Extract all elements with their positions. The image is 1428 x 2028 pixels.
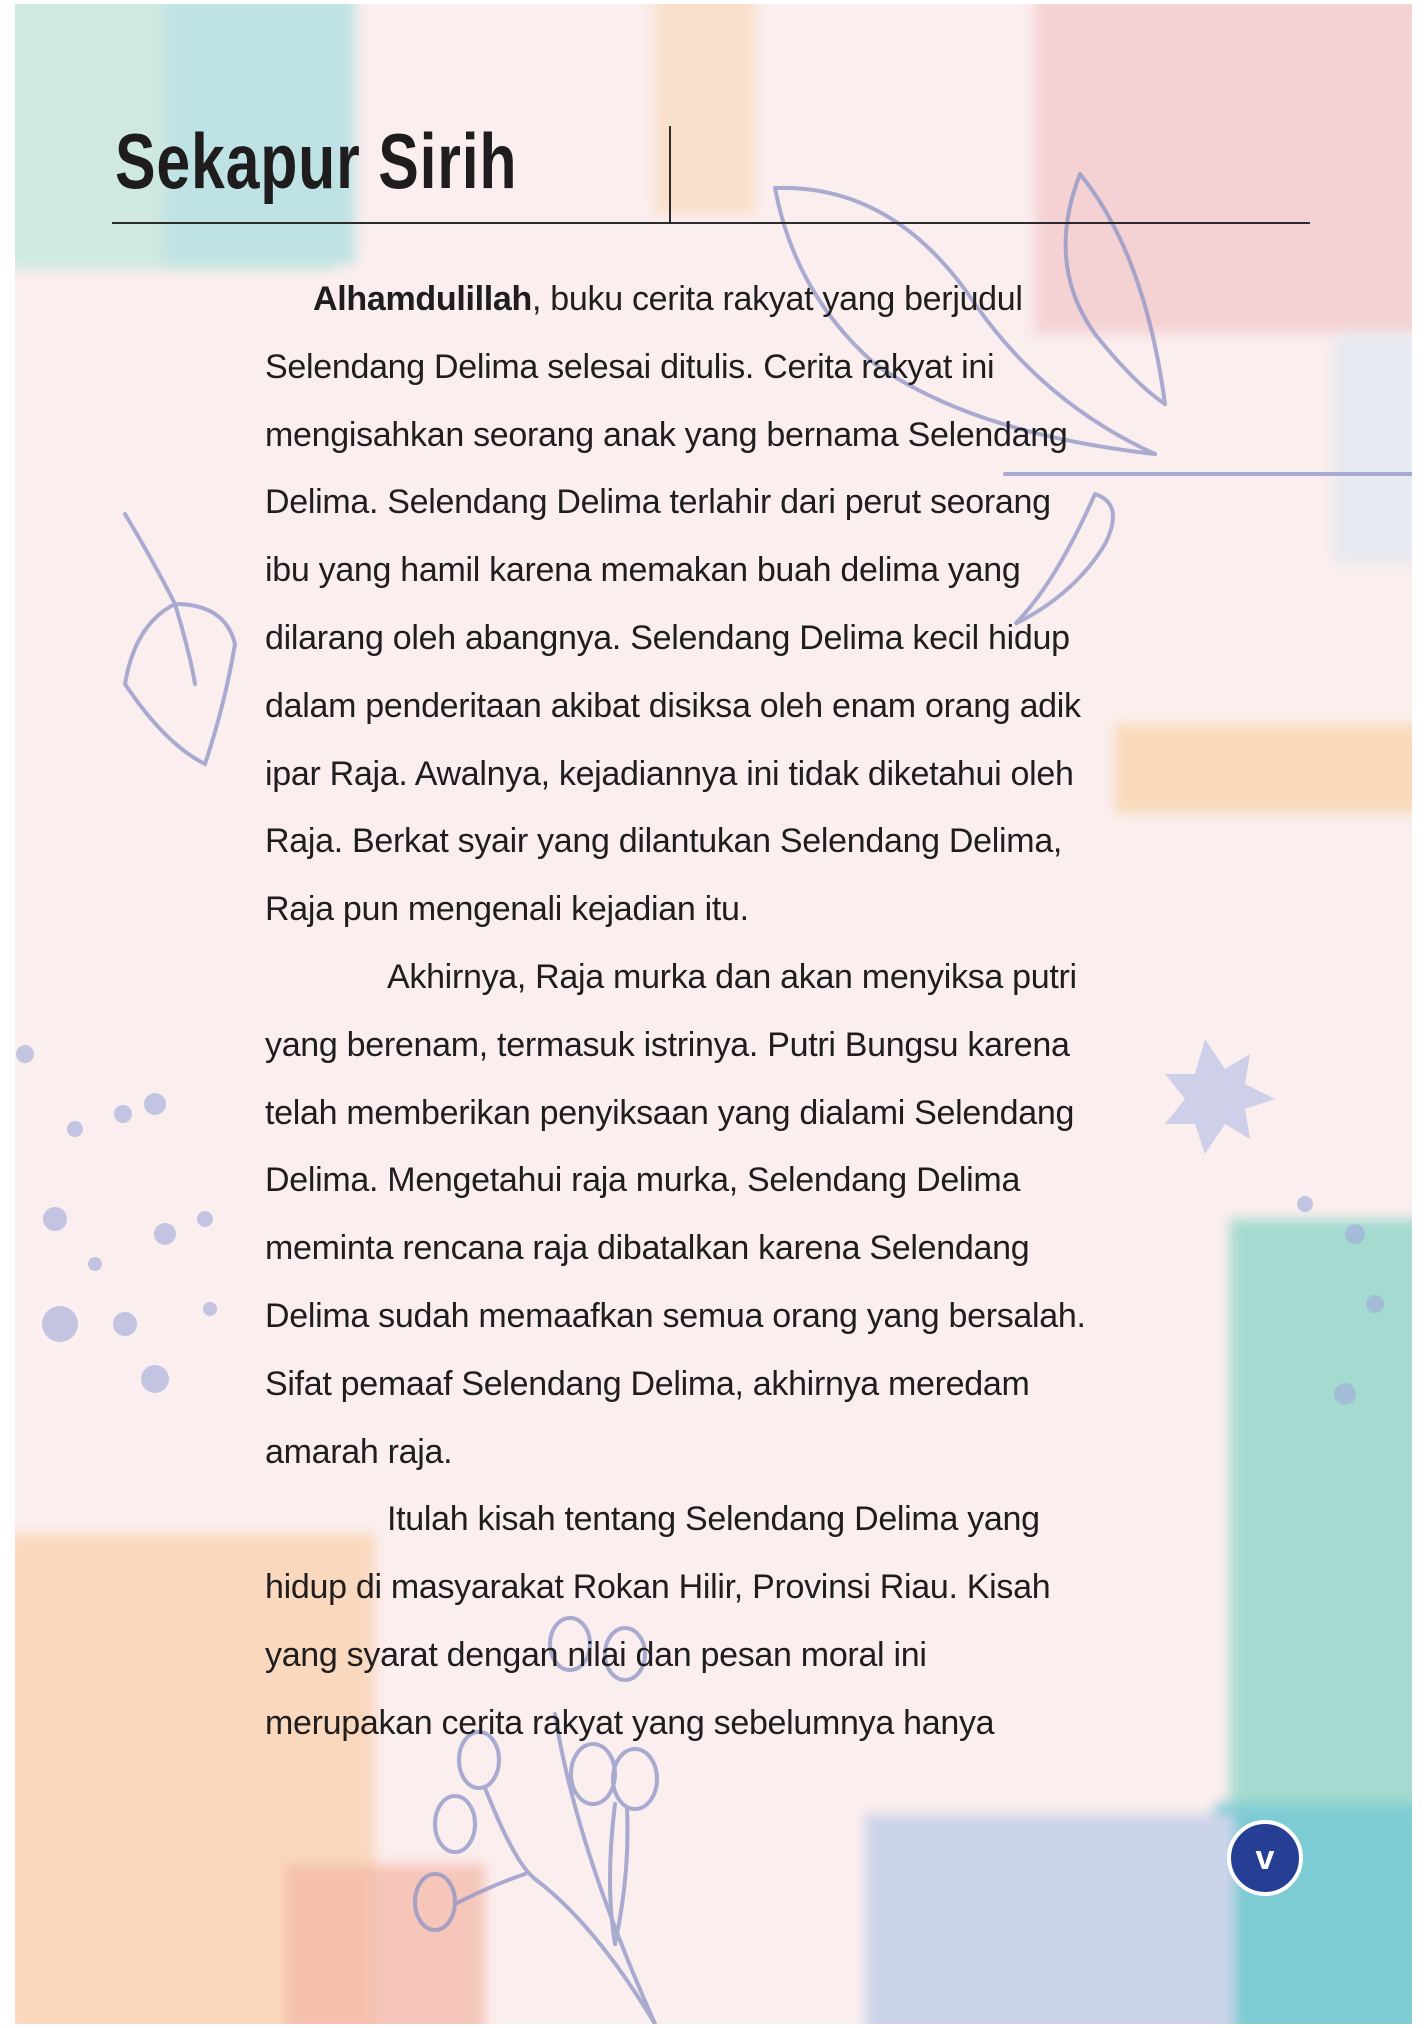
paragraph-2-line: yang berenam, termasuk istrinya. Putri Bungsu karena (265, 1025, 1070, 1064)
paragraph-1-line: ipar Raja. Awalnya, kejadiannya ini tidak diketahui oleh (265, 754, 1074, 793)
paragraph-3-line: merupakan cerita rakyat yang sebelumnya hanya (265, 1703, 995, 1742)
paragraph-2-line: Akhirnya, Raja murka dan akan menyiksa putri (387, 957, 1077, 996)
body-text (265, 266, 1225, 1758)
paragraph-1-line: Raja pun mengenali kejadian itu. (265, 890, 749, 929)
paragraph-1-line: dilarang oleh abangnya. Selendang Delima kecil hidup (265, 618, 1070, 657)
paragraph-1-line: Delima. Selendang Delima terlahir dari perut seorang (265, 483, 1051, 522)
paragraph-1-line: dalam penderitaan akibat disiksa oleh enam orang adik (265, 686, 1081, 725)
paragraph-2-line: amarah raja. (265, 1432, 453, 1471)
book-page (15, 4, 1412, 2024)
paragraph-2-line: meminta rencana raja dibatalkan karena Selendang (265, 1229, 1030, 1268)
paragraph-2-line: Delima. Mengetahui raja murka, Selendang Delima (265, 1161, 1021, 1200)
paragraph-1-line: Raja. Berkat syair yang dilantukan Selendang Delima, (265, 822, 1063, 861)
paragraph-2-line: telah memberikan penyiksaan yang dialami Selendang (265, 1093, 1075, 1132)
paragraph-1-line: mengisahkan seorang anak yang bernama Selendang (265, 415, 1068, 454)
paragraph-3-line: hidup di masyarakat Rokan Hilir, Provinsi Riau. Kisah (265, 1568, 1051, 1607)
title-underline-rule (112, 222, 1310, 224)
paragraph-1-line-1: Alhamdulillah, buku cerita rakyat yang berjudul (313, 280, 1023, 318)
paragraph-3-line: yang syarat dengan nilai dan pesan moral ini (265, 1635, 927, 1674)
paragraph-3-line: Itulah kisah tentang Selendang Delima yang (387, 1500, 1040, 1539)
paragraph-1-line: Selendang Delima selesai ditulis. Cerita rakyat ini (265, 347, 995, 386)
title-vertical-divider (669, 126, 671, 222)
page-title: Sekapur Sirih (115, 117, 518, 205)
paragraph-1-line: ibu yang hamil karena memakan buah delima yang (265, 551, 1021, 590)
paragraph-2-line: Delima sudah memaafkan semua orang yang bersalah. (265, 1296, 1086, 1335)
page-number-badge: v (1227, 1820, 1303, 1896)
emphasis-alhamdulillah: Alhamdulillah (313, 280, 533, 318)
paragraph-2-line: Sifat pemaaf Selendang Delima, akhirnya meredam (265, 1364, 1030, 1403)
